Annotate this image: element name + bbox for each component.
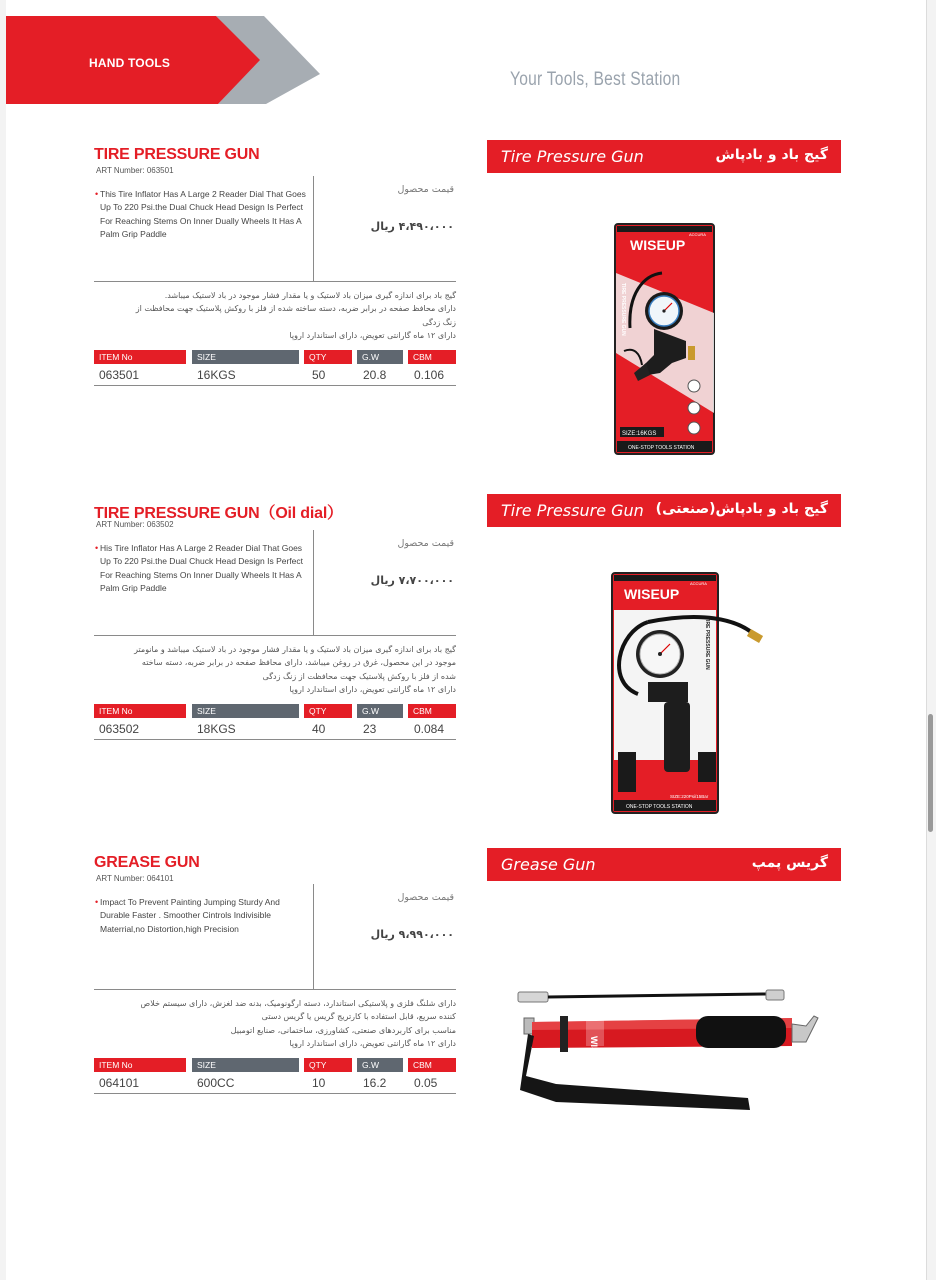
pack-brand: WISEUP [624, 586, 680, 602]
spec-header-size: SIZE [192, 1058, 299, 1072]
bar-english-name: Tire Pressure Gun [501, 147, 644, 166]
price-label: قیمت محصول [397, 184, 454, 195]
bullet-icon: • [95, 543, 99, 553]
box-divider [313, 530, 314, 635]
fa-line: گیج باد برای اندازه گیری میزان باد لاستیک و یا مقدار فشار موجود در باد لاستیک میباشد و مانومتر [134, 645, 456, 654]
spec-header-size: SIZE [192, 350, 299, 364]
spec-header-item-no: ITEM No [94, 704, 186, 718]
price: ۴،۴۹۰،۰۰۰ ریال [370, 220, 454, 233]
box-divider [313, 884, 314, 989]
spec-header-qty: QTY [304, 350, 352, 364]
product-name-bar [487, 140, 841, 173]
spec-qty: 10 [312, 1076, 326, 1090]
spec-table [94, 704, 456, 740]
spec-cbm: 0.05 [414, 1076, 438, 1090]
product-description: • Impact To Prevent Painting Jumping Sturdy And Durable Faster . Smoother Cintrols Indivisible Materrial,no Distortion,high Precision [95, 897, 280, 934]
fa-line: دارای ۱۲ ماه گارانتی تعویض، دارای استاندارد اروپا [289, 330, 456, 340]
spec-item-no: 064101 [99, 1076, 140, 1090]
bullet-icon: • [95, 189, 99, 199]
pack-footer: ONE-STOP TOOLS STATION [628, 445, 695, 451]
product-title: TIRE PRESSURE GUN（Oil dial） [94, 505, 343, 522]
persian-description [96, 643, 456, 696]
product-description: • This Tire Inflator Has A Large 2 Reader Dial That Goes Up To 220 Psi.the Dual Chuck Head Design Is Perfect For Reaching Stems On Inner Dually Wheels It Has A Palm Grip Paddle [95, 189, 306, 240]
product-name-bar [487, 848, 841, 881]
spec-table [94, 1058, 456, 1094]
spec-header-gw: G.W [357, 350, 403, 364]
product-description: • His Tire Inflator Has A Large 2 Reader Dial That Goes Up To 220 Psi.the Dual Chuck Head Design Is Perfect For Reaching Stems On Inner Dually Wheels It Has A Palm Grip Paddle [95, 543, 304, 594]
spec-gw: 23 [363, 722, 377, 736]
spec-item-no: 063501 [99, 368, 140, 382]
bar-english-name: Grease Gun [501, 855, 596, 874]
product-card [0, 854, 936, 1194]
bar-persian-name: گیج باد و بادپاش [715, 147, 828, 163]
fa-line: دارای شلنگ فلزی و پلاستیکی استاندارد، دسته ارگونومیک، بدنه ضد لغزش، دارای سیستم خلاص [140, 999, 456, 1008]
grease-gun-image [516, 986, 822, 1116]
bar-persian-name: گریس پمپ [751, 855, 828, 871]
pack-size-label: SIZE:16KGS [622, 431, 657, 437]
spec-qty: 40 [312, 722, 326, 736]
fa-line: دارای محافظ صفحه در برابر ضربه، دسته ساخته شده از فلز با روکش پلاستیک جهت محافظت از [135, 304, 456, 314]
bar-persian-name: گیج باد و بادپاش(صنعتی) [655, 501, 828, 517]
spec-cbm: 0.084 [414, 722, 445, 736]
fa-line: شده از فلز با روکش پلاستیک جهت محافظت از زنگ زدگی [262, 671, 456, 681]
fa-line: دارای ۱۲ ماه گارانتی تعویض، دارای استاندارد اروپا [289, 684, 456, 694]
gun-brand: WISEUP [589, 1036, 599, 1072]
product-package-image [608, 572, 768, 816]
slogan: Your Tools, Best Station [510, 69, 681, 90]
spec-size: 16KGS [197, 368, 236, 382]
scrollbar-thumb[interactable] [928, 714, 933, 832]
art-number: ART Number: 064101 [96, 874, 174, 883]
pack-side-label: TIRE PRESSURE GUN [704, 617, 710, 670]
spec-qty: 50 [312, 368, 326, 382]
spec-gw: 16.2 [363, 1076, 387, 1090]
spec-gw: 20.8 [363, 368, 387, 382]
pack-size-label: SIZE:220Psi/15Bar [670, 794, 709, 799]
spec-header-cbm: CBM [408, 1058, 456, 1072]
price-label: قیمت محصول [397, 892, 454, 903]
fa-line: مناسب برای کاربردهای صنعتی، کشاورزی، ساختمانی، صنایع اتومبیل [230, 1025, 456, 1035]
pack-brand: WISEUP [630, 237, 686, 253]
fa-line: دارای ۱۲ ماه گارانتی تعویض، دارای استاندارد اروپا [289, 1038, 456, 1048]
art-number: ART Number: 063501 [96, 166, 174, 175]
product-package-image [614, 223, 716, 455]
spec-table [94, 350, 456, 386]
spec-size: 600CC [197, 1076, 235, 1090]
pack-code: ACCURA [690, 581, 707, 586]
fa-line: کننده سریع، قابل استفاده با کارتریج گریس یا گریس دستی [261, 1012, 456, 1022]
spec-header-gw: G.W [357, 704, 403, 718]
spec-header-size: SIZE [192, 704, 299, 718]
persian-description [96, 289, 456, 342]
pack-footer: ONE-STOP TOOLS STATION [626, 804, 693, 810]
spec-header-gw: G.W [357, 1058, 403, 1072]
pack-side-label: TIRE PRESSURE GUN [620, 283, 626, 336]
fa-line: موجود در این محصول، غرق در روغن میباشد، دارای محافظ صفحه در برابر ضربه، دسته ساخته [141, 658, 456, 668]
bullet-icon: • [95, 897, 99, 907]
art-number: ART Number: 063502 [96, 520, 174, 529]
product-name-bar [487, 494, 841, 527]
spec-header-item-no: ITEM No [94, 350, 186, 364]
spec-cbm: 0.106 [414, 368, 445, 382]
spec-header-qty: QTY [304, 1058, 352, 1072]
pack-code: ACCURA [689, 232, 706, 237]
product-card [0, 500, 936, 840]
spec-header-cbm: CBM [408, 704, 456, 718]
spec-header-qty: QTY [304, 704, 352, 718]
price-label: قیمت محصول [397, 538, 454, 549]
price: ۹،۹۹۰،۰۰۰ ریال [370, 928, 454, 941]
spec-size: 18KGS [197, 722, 236, 736]
fa-line: زنگ زدگی [422, 317, 456, 327]
fa-line: گیج باد برای اندازه گیری میزان باد لاستیک و یا مقدار فشار موجود در باد لاستیک میباشد. [164, 291, 456, 300]
spec-item-no: 063502 [99, 722, 140, 736]
page-right-edge [926, 0, 936, 1280]
price: ۷،۷۰۰،۰۰۰ ریال [370, 574, 454, 587]
spec-header-cbm: CBM [408, 350, 456, 364]
spec-header-item-no: ITEM No [94, 1058, 186, 1072]
persian-description [96, 997, 456, 1050]
box-divider [313, 176, 314, 281]
product-card [0, 146, 936, 486]
product-title: TIRE PRESSURE GUN [94, 146, 260, 163]
category-label: HAND TOOLS [89, 56, 171, 70]
bar-english-name: Tire Pressure Gun [501, 501, 644, 520]
product-title: GREASE GUN [94, 854, 200, 871]
